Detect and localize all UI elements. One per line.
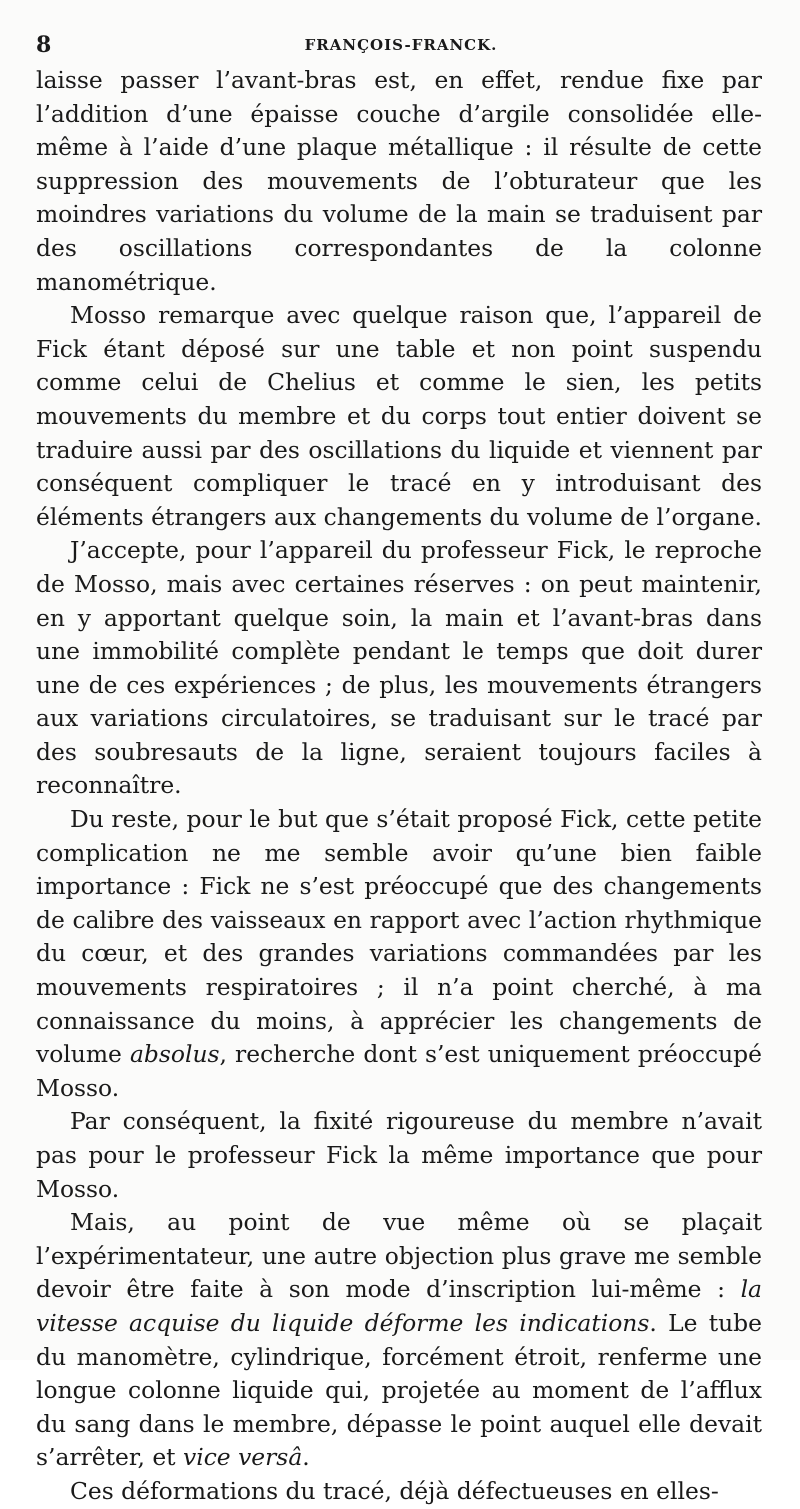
body-text: [36, 64, 762, 1509]
emphasis-vitesse-acquise: la vitesse acquise du liquide déforme les indications: [36, 1275, 762, 1337]
paragraph-1: [36, 64, 762, 299]
paragraph-text: . Le tube du manomètre, cylindrique, forcément étroit, renferme une longue colonne liquide qui, projetée au moment de l’afflux du sang dans le membre, dépasse le point auquel elle devait s’arrêter, et: [36, 1308, 762, 1472]
paragraph-6: [36, 1206, 762, 1475]
paragraph-text: Mosso remarque avec quelque raison que, l’appareil de Fick étant déposé sur une table et non point suspendu comme celui de Chelius et comme le sien, les petits mouvements du membre et du corps tout entier doivent se traduire aussi par des oscillations du liquide et viennent par conséquent compliquer le tracé en y introduisant des éléments étrangers aux changements du volume de l’organe.: [36, 301, 762, 531]
paragraph-text: Mais, au point de vue même où se plaçait l’expérimentateur, une autre objection plus grave me semble devoir être faite à son mode d’inscription lui-même :: [36, 1208, 762, 1304]
paragraph-4: [36, 803, 762, 1105]
paragraph-text: .: [302, 1443, 310, 1472]
paragraph-text: Du reste, pour le but que s’était proposé Fick, cette petite complication ne me semble avoir qu’une bien faible importance : Fick ne s’est préoccupé que des changements de calibre des vaisseaux en rapport avec l’action rhythmique du cœur, et des grandes variations commandées par les mouvements respiratoires ; il n’a point cherché, à ma connaissance du moins, à apprécier les changements de volume: [36, 805, 762, 1069]
paragraph-3: [36, 534, 762, 803]
paragraph-text: Ces déformations du tracé, déjà défectueuses en elles-: [70, 1476, 719, 1505]
paragraph-text: laisse passer l’avant-bras est, en effet, rendue fixe par l’addition d’une épaisse couche d’argile consolidée elle-même à l’aide d’une plaque métallique : il résulte de cette suppression des mouvements de l’obturateur que les moindres variations du volume de la main se traduisent par des oscillations correspondantes de la colonne manométrique.: [36, 66, 762, 296]
running-title: FRANÇOIS-FRANCK.: [304, 36, 498, 54]
paragraph-text: Par conséquent, la fixité rigoureuse du membre n’avait pas pour le professeur Fick la même importance que pour Mosso.: [36, 1107, 762, 1203]
running-header: [36, 32, 766, 58]
paragraph-text: , recherche dont s’est uniquement préoccupé Mosso.: [36, 1040, 762, 1102]
paragraph-5: [36, 1105, 762, 1206]
emphasis-absolus: absolus: [129, 1040, 220, 1069]
emphasis-vice-versa: vice versâ: [183, 1443, 303, 1472]
page-number: 8: [36, 32, 52, 58]
paragraph-7: [36, 1475, 762, 1509]
paragraph-text: J’accepte, pour l’appareil du professeur Fick, le reproche de Mosso, mais avec certaines réserves : on peut maintenir, en y apportant quelque soin, la main et l’avant-bras dans une immobilité complète pendant le temps que doit durer une de ces expériences ; de plus, les mouvements étrangers aux variations circulatoires, se traduisant sur le tracé par des soubresauts de la ligne, seraient toujours faciles à reconnaître.: [36, 536, 762, 800]
paragraph-2: [36, 299, 762, 534]
